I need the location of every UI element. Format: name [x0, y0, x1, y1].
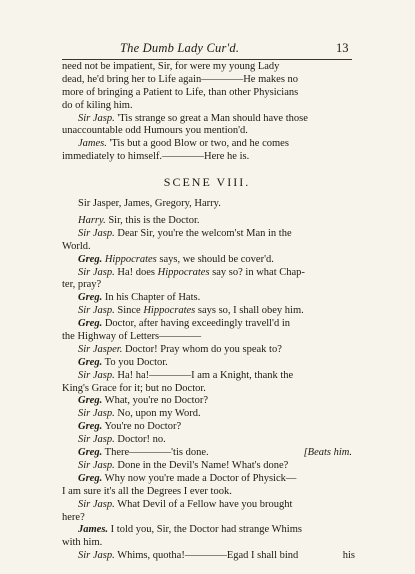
speaker-name: Sir Jasp.: [78, 266, 115, 278]
speech-text: Ha! ha!————I am a Knight, thank the: [117, 369, 294, 381]
speech-line: [62, 395, 352, 408]
speaker-name: Sir Jasp.: [78, 408, 115, 420]
speaker-name: Sir Jasp.: [78, 498, 115, 510]
speech-line: [62, 267, 352, 280]
speech-line: [62, 473, 352, 486]
speech-line: [62, 408, 352, 421]
speech-line: [62, 499, 352, 512]
speech-line: [62, 138, 352, 151]
speech-text: say so? in what Chap-: [212, 266, 305, 278]
speaker-name: Harry.: [78, 215, 106, 227]
text-line: dead, he'd bring her to Life again————He makes no: [62, 73, 299, 85]
text-line: need not be impatient, Sir, for were my young Lady: [62, 61, 280, 72]
speech-text: Why now you're made a Doctor of Physick—: [104, 472, 297, 484]
speaker-name: Greg.: [78, 447, 103, 459]
speech-text: Done in the Devil's Name! What's done?: [117, 459, 289, 471]
speech-line: [62, 318, 352, 331]
speech-line: [62, 460, 352, 473]
speaker-name: Greg.: [78, 292, 103, 304]
character-list: Sir Jasper, James, Gregory, Harry.: [78, 198, 221, 210]
speaker-name: Greg.: [78, 421, 103, 433]
speech-text: says, we should be cover'd.: [159, 253, 274, 265]
speech-text: Since: [117, 305, 141, 317]
stage-direction: [Beats him.: [303, 447, 352, 459]
speech-text: Hippocrates: [143, 305, 196, 317]
speech-text: Dear Sir, you're the welcom'st Man in the: [117, 227, 292, 239]
running-title: The Dumb Lady Cur'd.: [120, 41, 240, 55]
speech-line: with him.: [62, 537, 103, 549]
speech-text: What Devil of a Fellow have you brought: [117, 498, 293, 510]
text-line: do of kiling him.: [62, 99, 133, 111]
speech-text: In his Chapter of Hats.: [104, 292, 201, 304]
speech-line: [62, 254, 352, 267]
speech-line: [62, 447, 352, 460]
speech-text: To you Doctor.: [104, 356, 168, 368]
speech-line: [62, 434, 352, 447]
speech-line: [62, 421, 352, 434]
speech-text: There————'tis done.: [104, 447, 209, 459]
speaker-name: Greg.: [78, 318, 103, 330]
speech-text: Ha! does: [117, 266, 155, 278]
speech-line: [62, 228, 352, 241]
speech-text: What, you're no Doctor?: [104, 395, 209, 407]
speech-text: No, upon my Word.: [117, 408, 201, 420]
speaker-name: Sir Jasper.: [78, 343, 123, 355]
speaker-name: Sir Jasp.: [78, 305, 115, 317]
header-rule: [62, 59, 352, 60]
speaker-name: James.: [78, 524, 109, 536]
speaker-name: Sir Jasp.: [78, 112, 115, 124]
catchword: his: [342, 550, 355, 561]
speaker-name: Greg.: [78, 472, 103, 484]
speech-line: immediately to himself.————Here he is.: [62, 151, 250, 163]
speaker-name: Sir Jasp.: [78, 227, 115, 239]
speech-text: Whims, quotha!————Egad I shall bind: [117, 550, 299, 562]
speech-line: I am sure it's all the Degrees I ever took.: [62, 485, 232, 497]
speech-text: 'Tis but a good Blow or two, and he comes: [109, 138, 289, 150]
speech-line: King's Grace for it; but no Doctor.: [62, 382, 206, 394]
page-body: [62, 61, 352, 563]
speech-line: [62, 357, 352, 370]
speech-text: says so, I shall obey him.: [197, 305, 304, 317]
speech-text: Doctor! no.: [117, 434, 166, 446]
speech-text: Doctor, after having exceedingly travell'd in: [104, 318, 290, 330]
page-number: 13: [336, 41, 349, 55]
speech-line: [62, 524, 352, 537]
text-line: more of bringing a Patient to Life, than other Physicians: [62, 86, 299, 98]
scene-heading: SCENE VIII.: [163, 175, 251, 190]
speech-line: [62, 113, 352, 126]
speech-text: 'Tis strange so great a Man should have those: [117, 112, 308, 124]
speech-line: [62, 215, 352, 228]
speaker-name: Sir Jasp.: [78, 550, 115, 562]
speech-text: I told you, Sir, the Doctor had strange Whims: [110, 524, 302, 536]
speech-text: Hippocrates: [157, 266, 210, 278]
speech-line: [62, 305, 352, 318]
speech-text: Doctor! Pray whom do you speak to?: [124, 343, 282, 355]
speech-text: Hippocrates: [104, 253, 157, 265]
speech-line: here?: [62, 511, 85, 523]
speech-text: You're no Doctor?: [104, 421, 182, 433]
speech-line: [62, 370, 352, 383]
speaker-name: Greg.: [78, 253, 103, 265]
speech-text: Sir, this is the Doctor.: [108, 215, 200, 227]
speech-line: ter, pray?: [62, 279, 102, 291]
speaker-name: Greg.: [78, 356, 103, 368]
speech-line: unaccountable odd Humours you mention'd.: [62, 125, 248, 137]
speech-line: [62, 344, 352, 357]
speaker-name: James.: [78, 138, 107, 150]
speaker-name: Greg.: [78, 395, 103, 407]
page-header: [0, 41, 415, 57]
speaker-name: Sir Jasp.: [78, 459, 115, 471]
speech-line: [62, 292, 352, 305]
speech-line: the Highway of Letters————: [62, 331, 202, 343]
speaker-name: Sir Jasp.: [78, 369, 115, 381]
speech-line: [62, 550, 352, 563]
speech-line: World.: [62, 240, 91, 252]
speaker-name: Sir Jasp.: [78, 434, 115, 446]
